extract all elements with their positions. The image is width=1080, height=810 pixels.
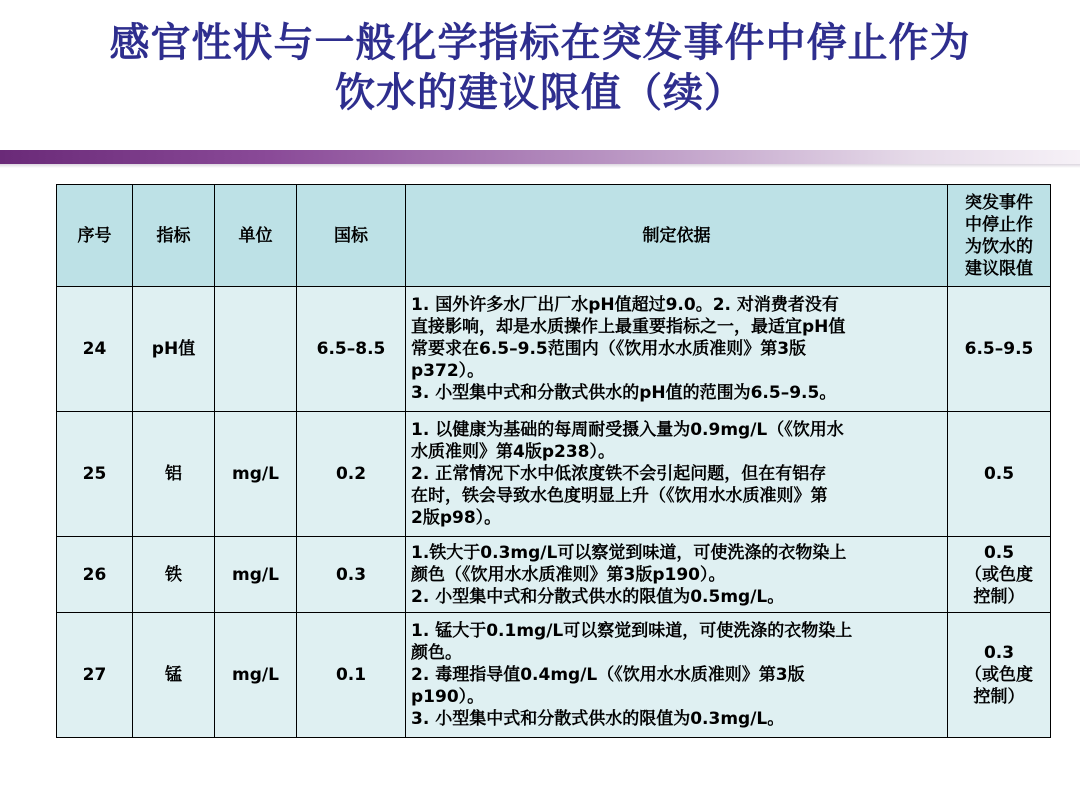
cell-unit: mg/L [215, 537, 297, 613]
limit-line: （或色度 [965, 665, 1033, 685]
header-limit-line: 中停止作 [965, 214, 1033, 235]
cell-seq: 26 [57, 537, 133, 613]
cell-basis [406, 287, 948, 412]
table-row [57, 537, 1051, 613]
basis-line: 2版p98）。 [411, 508, 502, 528]
limit-line: 6.5–9.5 [964, 339, 1034, 359]
cell-unit [215, 287, 297, 412]
cell-indicator: 铝 [133, 412, 215, 537]
basis-line: 1. 国外许多水厂出厂水pH值超过9.0。2. 对消费者没有 [411, 295, 839, 315]
cell-basis [406, 412, 948, 537]
basis-line: 常要求在6.5–9.5范围内（《饮用水水质准则》第3版 [411, 339, 807, 359]
limits-table [56, 184, 1051, 738]
header-basis: 制定依据 [406, 185, 948, 287]
basis-line: 在时，铁会导致水色度明显上升（《饮用水水质准则》第 [411, 486, 828, 506]
basis-line: 3. 小型集中式和分散式供水的pH值的范围为6.5–9.5。 [411, 383, 837, 403]
basis-line: p372）。 [411, 361, 485, 381]
cell-indicator: pH值 [133, 287, 215, 412]
cell-limit [948, 412, 1051, 537]
cell-standard: 0.3 [297, 537, 406, 613]
limit-line: 0.3 [983, 643, 1015, 663]
cell-standard: 6.5–8.5 [297, 287, 406, 412]
title-line-2: 饮水的建议限值（续） [335, 70, 745, 116]
header-seq: 序号 [57, 185, 133, 287]
cell-unit: mg/L [215, 613, 297, 738]
basis-line: 1. 锰大于0.1mg/L可以察觉到味道，可使洗涤的衣物染上 [411, 621, 853, 641]
limit-line: 0.5 [983, 464, 1015, 484]
table-row [57, 412, 1051, 537]
basis-line: 颜色（《饮用水水质准则》第3版p190）。 [411, 564, 726, 585]
header-limit-line: 为饮水的 [965, 236, 1033, 257]
title-divider-shadow [0, 164, 1080, 168]
basis-line: 2. 小型集中式和分散式供水的限值为0.5mg/L。 [411, 586, 785, 607]
cell-indicator: 锰 [133, 613, 215, 738]
limit-line: 0.5 [983, 542, 1015, 563]
limit-line: （或色度 [965, 564, 1033, 585]
table-row [57, 287, 1051, 412]
basis-line: p190）。 [411, 687, 485, 707]
limit-line: 控制） [973, 687, 1025, 707]
cell-standard: 0.1 [297, 613, 406, 738]
cell-basis [406, 537, 948, 613]
cell-seq: 27 [57, 613, 133, 738]
header-indicator: 指标 [133, 185, 215, 287]
cell-limit [948, 613, 1051, 738]
header-limit [948, 185, 1051, 287]
title-line-1: 感官性状与一般化学指标在突发事件中停止作为 [109, 20, 971, 66]
basis-line: 2. 毒理指导值0.4mg/L（《饮用水水质准则》第3版 [411, 665, 805, 685]
basis-line: 颜色。 [411, 643, 462, 663]
header-limit-line: 建议限值 [965, 258, 1033, 279]
title-divider-bar [0, 150, 1080, 164]
cell-seq: 24 [57, 287, 133, 412]
cell-indicator: 铁 [133, 537, 215, 613]
header-unit: 单位 [215, 185, 297, 287]
slide-title [0, 18, 1080, 118]
basis-line: 1. 以健康为基础的每周耐受摄入量为0.9mg/L（《饮用水 [411, 420, 844, 440]
basis-line: 水质准则》第4版p238）。 [411, 442, 615, 462]
cell-basis [406, 613, 948, 738]
cell-unit: mg/L [215, 412, 297, 537]
header-limit-line: 突发事件 [965, 192, 1033, 213]
basis-line: 1.铁大于0.3mg/L可以察觉到味道，可使洗涤的衣物染上 [411, 542, 847, 563]
cell-seq: 25 [57, 412, 133, 537]
table-header-row [57, 185, 1051, 287]
basis-line: 直接影响，却是水质操作上最重要指标之一，最适宜pH值 [411, 317, 846, 337]
basis-line: 2. 正常情况下水中低浓度铁不会引起问题，但在有铝存 [411, 464, 827, 484]
table-row [57, 613, 1051, 738]
basis-line: 3. 小型集中式和分散式供水的限值为0.3mg/L。 [411, 709, 785, 729]
cell-standard: 0.2 [297, 412, 406, 537]
cell-limit [948, 287, 1051, 412]
limit-line: 控制） [973, 586, 1025, 607]
cell-limit [948, 537, 1051, 613]
header-standard: 国标 [297, 185, 406, 287]
